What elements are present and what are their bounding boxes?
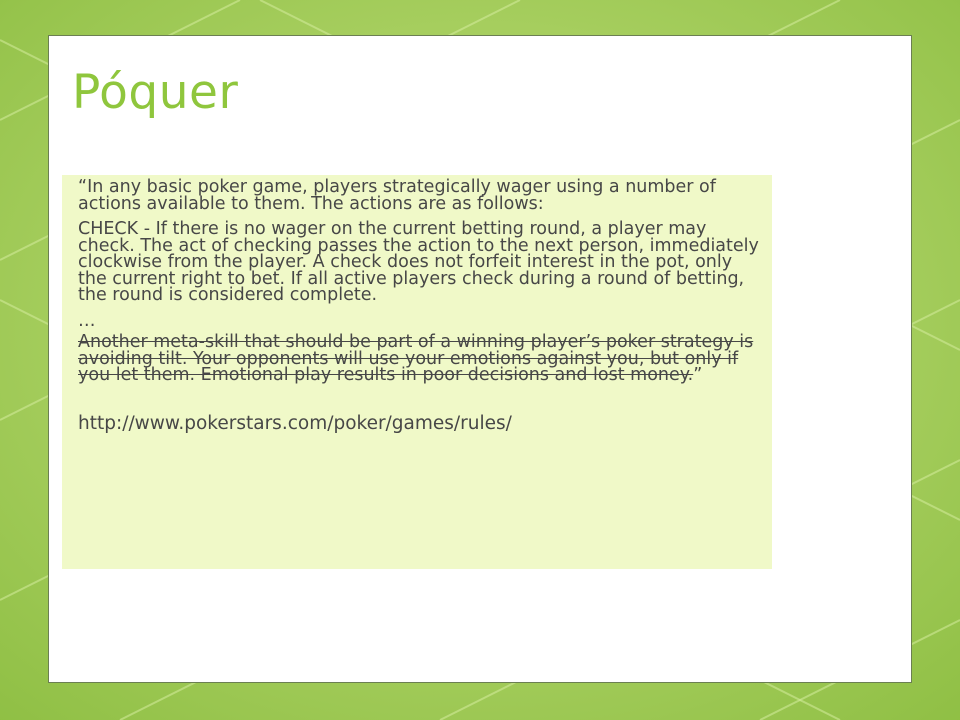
source-url[interactable]: http://www.pokerstars.com/poker/games/rules/ <box>78 412 512 434</box>
closing-quote: ” <box>693 365 703 385</box>
ellipsis-paragraph: … <box>78 310 96 331</box>
slide-title: Póquer <box>72 65 239 120</box>
intro-paragraph: “In any basic poker game, players strategically wager using a number of actions available to them. The actions are as follows: <box>78 177 716 214</box>
check-paragraph: CHECK - If there is no wager on the current betting round, a player may check. The act of checking passes the action to the next person, immediately clockwise from the player. A check does not forfeit interest in the pot, only the current right to bet. If all active players check during a round of betting, the round is considered complete. <box>78 219 759 305</box>
tilt-paragraph <box>78 334 764 384</box>
struck-tilt-text: Another meta-skill that should be part of a winning player’s poker strategy is avoiding tilt. Your opponents will use your emotions against you, but only if you let them. Emotional play results in poor decisions and lost money. <box>78 332 754 385</box>
quote-box <box>62 175 772 569</box>
